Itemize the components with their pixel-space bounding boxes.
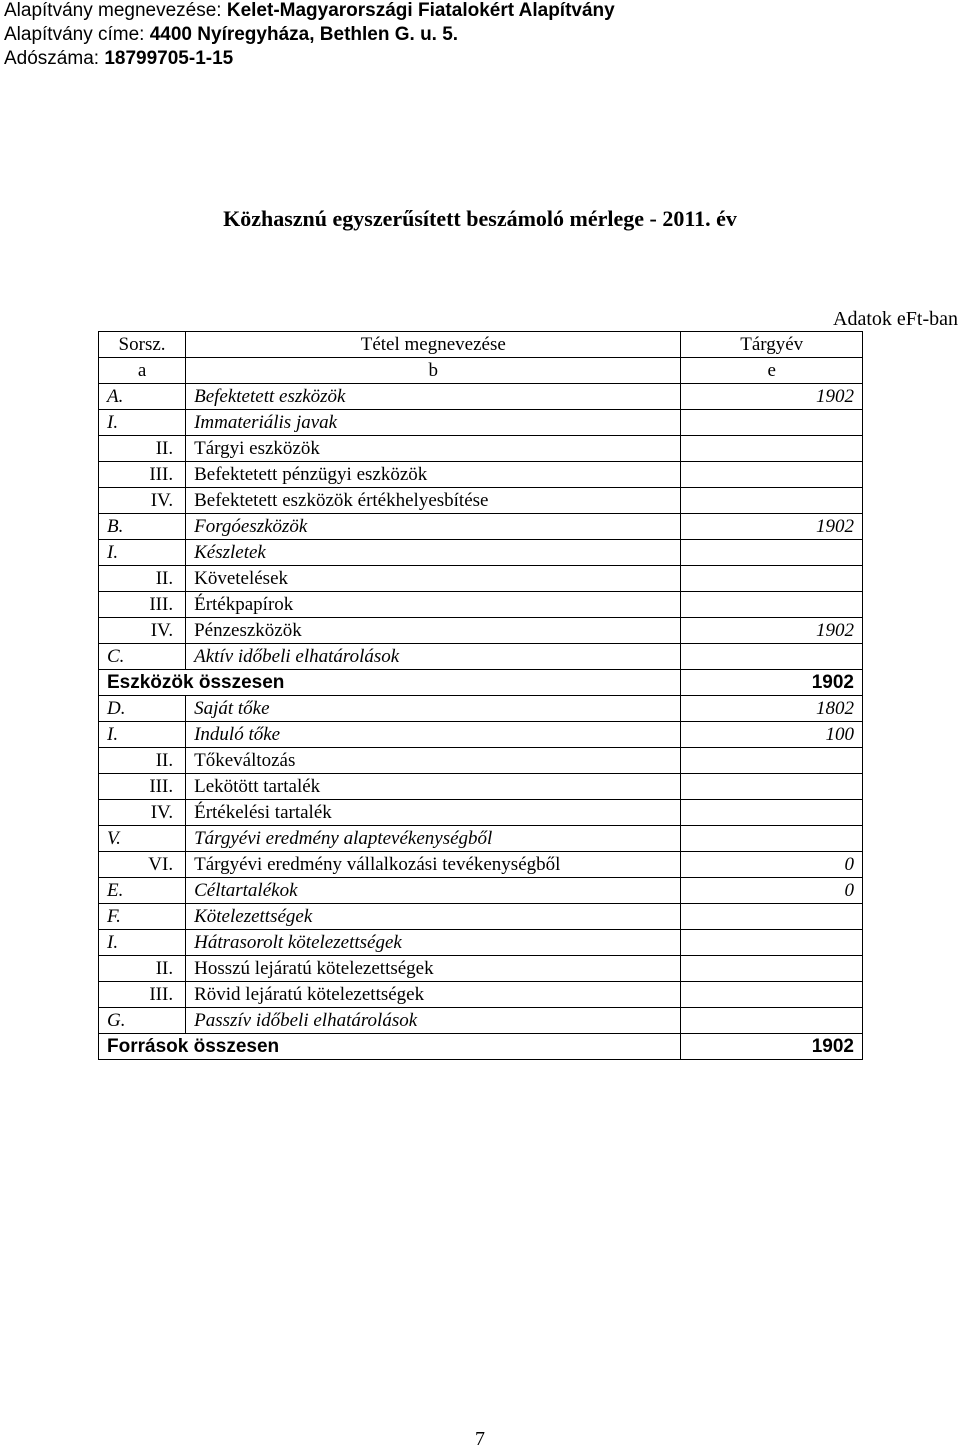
row-code: I. xyxy=(99,540,186,566)
table-row xyxy=(99,930,863,956)
report-title: Közhasznú egyszerűsített beszámoló mérlege - 2011. év xyxy=(223,206,737,231)
row-value xyxy=(681,982,863,1008)
table-row xyxy=(99,1008,863,1034)
header-address-label: Alapítvány címe: xyxy=(4,24,145,45)
row-name: Saját tőke xyxy=(186,696,681,722)
row-name: Készletek xyxy=(186,540,681,566)
header-row xyxy=(99,332,863,358)
row-name: Rövid lejáratú kötelezettségek xyxy=(186,982,681,1008)
row-code: II. xyxy=(99,748,186,774)
table-row xyxy=(99,436,863,462)
header-address-line xyxy=(4,24,458,46)
table-row xyxy=(99,540,863,566)
table-row xyxy=(99,488,863,514)
row-value: 0 xyxy=(681,878,863,904)
col-header-year: Tárgyév xyxy=(681,332,863,358)
row-value xyxy=(681,436,863,462)
table-row xyxy=(99,956,863,982)
row-value xyxy=(681,488,863,514)
row-code: IV. xyxy=(99,800,186,826)
row-code: D. xyxy=(99,696,186,722)
row-code: II. xyxy=(99,956,186,982)
table-row xyxy=(99,722,863,748)
unit-note: Adatok eFt-ban xyxy=(833,308,958,330)
row-name: Pénzeszközök xyxy=(186,618,681,644)
header-name-label: Alapítvány megnevezése: xyxy=(4,0,222,21)
total-label: Források összesen xyxy=(99,1034,681,1060)
table-row xyxy=(99,852,863,878)
row-name: Induló tőke xyxy=(186,722,681,748)
col-header-name: Tétel megnevezése xyxy=(186,332,681,358)
table-row xyxy=(99,592,863,618)
row-value xyxy=(681,800,863,826)
total-value: 1902 xyxy=(681,1034,863,1060)
row-code: E. xyxy=(99,878,186,904)
row-name: Befektetett eszközök értékhelyesbítése xyxy=(186,488,681,514)
row-value xyxy=(681,748,863,774)
row-code: V. xyxy=(99,826,186,852)
row-name: Tárgyévi eredmény alaptevékenységből xyxy=(186,826,681,852)
balance-sheet-table xyxy=(98,331,863,1060)
row-name: Befektetett pénzügyi eszközök xyxy=(186,462,681,488)
row-value: 0 xyxy=(681,852,863,878)
row-code: II. xyxy=(99,566,186,592)
table-row xyxy=(99,800,863,826)
row-value xyxy=(681,956,863,982)
row-value: 1802 xyxy=(681,696,863,722)
header-name-value: Kelet-Magyarországi Fiatalokért Alapítvány xyxy=(226,0,615,21)
row-code: F. xyxy=(99,904,186,930)
row-value xyxy=(681,1008,863,1034)
header-tax-line xyxy=(4,48,233,70)
table-row xyxy=(99,462,863,488)
table-row xyxy=(99,878,863,904)
row-code: III. xyxy=(99,774,186,800)
row-value xyxy=(681,462,863,488)
table-row xyxy=(99,644,863,670)
row-value xyxy=(681,774,863,800)
table-row xyxy=(99,774,863,800)
col-code-e: e xyxy=(681,358,863,384)
row-name: Befektetett eszközök xyxy=(186,384,681,410)
total-value: 1902 xyxy=(681,670,863,696)
row-code: I. xyxy=(99,722,186,748)
table-row xyxy=(99,982,863,1008)
row-code: IV. xyxy=(99,488,186,514)
total-label: Eszközök összesen xyxy=(99,670,681,696)
row-value xyxy=(681,930,863,956)
row-value xyxy=(681,410,863,436)
row-value: 1902 xyxy=(681,384,863,410)
row-name: Kötelezettségek xyxy=(186,904,681,930)
row-code: I. xyxy=(99,930,186,956)
row-value: 1902 xyxy=(681,514,863,540)
row-name: Hátrasorolt kötelezettségek xyxy=(186,930,681,956)
row-name: Tárgyévi eredmény vállalkozási tevékenységből xyxy=(186,852,681,878)
row-name: Tőkeváltozás xyxy=(186,748,681,774)
row-code: IV. xyxy=(99,618,186,644)
row-name: Értékelési tartalék xyxy=(186,800,681,826)
col-code-a: a xyxy=(99,358,186,384)
table-row xyxy=(99,384,863,410)
page-number: 7 xyxy=(475,1428,485,1450)
row-value xyxy=(681,592,863,618)
code-row xyxy=(99,358,863,384)
row-code: C. xyxy=(99,644,186,670)
row-code: G. xyxy=(99,1008,186,1034)
row-code: A. xyxy=(99,384,186,410)
row-name: Forgóeszközök xyxy=(186,514,681,540)
row-code: III. xyxy=(99,592,186,618)
row-code: B. xyxy=(99,514,186,540)
row-value xyxy=(681,826,863,852)
row-name: Követelések xyxy=(186,566,681,592)
header-name-line xyxy=(4,0,615,22)
table-row xyxy=(99,410,863,436)
row-code: VI. xyxy=(99,852,186,878)
total-row xyxy=(99,1034,863,1060)
table-row xyxy=(99,826,863,852)
row-code: III. xyxy=(99,462,186,488)
col-header-sorsz: Sorsz. xyxy=(99,332,186,358)
row-name: Hosszú lejáratú kötelezettségek xyxy=(186,956,681,982)
row-code: III. xyxy=(99,982,186,1008)
table-row xyxy=(99,696,863,722)
row-name: Céltartalékok xyxy=(186,878,681,904)
row-value xyxy=(681,566,863,592)
table-row xyxy=(99,618,863,644)
header-address-value: 4400 Nyíregyháza, Bethlen G. u. 5. xyxy=(149,24,459,45)
table-row xyxy=(99,514,863,540)
table-row xyxy=(99,566,863,592)
header-tax-value: 18799705-1-15 xyxy=(104,48,234,69)
header-tax-label: Adószáma: xyxy=(4,48,100,69)
row-name: Aktív időbeli elhatárolások xyxy=(186,644,681,670)
row-name: Tárgyi eszközök xyxy=(186,436,681,462)
row-name: Lekötött tartalék xyxy=(186,774,681,800)
table-row xyxy=(99,904,863,930)
row-value: 1902 xyxy=(681,618,863,644)
col-code-b: b xyxy=(186,358,681,384)
row-name: Értékpapírok xyxy=(186,592,681,618)
row-value: 100 xyxy=(681,722,863,748)
table-row xyxy=(99,748,863,774)
total-row xyxy=(99,670,863,696)
row-code: II. xyxy=(99,436,186,462)
row-value xyxy=(681,904,863,930)
row-code: I. xyxy=(99,410,186,436)
row-name: Immateriális javak xyxy=(186,410,681,436)
row-name: Passzív időbeli elhatárolások xyxy=(186,1008,681,1034)
row-value xyxy=(681,540,863,566)
row-value xyxy=(681,644,863,670)
